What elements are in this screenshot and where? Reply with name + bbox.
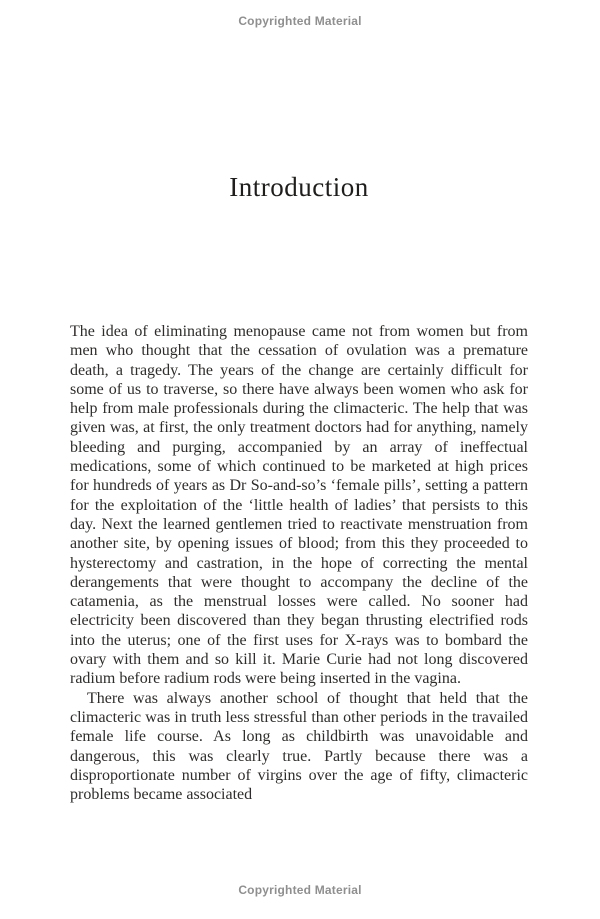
copyright-notice-bottom: Copyrighted Material bbox=[238, 883, 362, 897]
body-text bbox=[70, 322, 528, 804]
chapter-title: Introduction bbox=[229, 172, 369, 202]
paragraph-2: There was always another school of thought that held that the climacteric was in truth less stressful than other periods in the travailed female life course. As long as childbirth was unavoidable and dangerous, this was clearly true. Partly because there was a disproportionate number of virgins over the age of fifty, climacteric problems became associated bbox=[70, 689, 528, 804]
paragraph-1: The idea of eliminating menopause came not from women but from men who thought that the cessation of ovulation was a premature death, a tragedy. The years of the change are certainly difficult for some of us to traverse, so there have always been women who ask for help from male professionals during the climacteric. The help that was given was, at first, the only treatment doctors had for anything, namely bleeding and purging, accompanied by an array of ineffectual medications, some of which continued to be marketed at high prices for hundreds of years as Dr So-and-so’s ‘female pills’, setting a pattern for the exploitation of the ‘little health of ladies’ that persists to this day. Next the learned gentlemen tried to reactivate menstruation from another site, by opening issues of blood; from this they proceeded to hysterectomy and castration, in the hope of correcting the mental derangements that were thought to accompany the decline of the catamenia, as the menstrual losses were called. No sooner had electricity been discovered than they began thrusting electrified rods into the uterus; one of the first uses for X-rays was to bombard the ovary with them and so kill it. Marie Curie had not long discovered radium before radium rods were being inserted in the vagina. bbox=[70, 323, 528, 688]
copyright-notice-top: Copyrighted Material bbox=[238, 14, 362, 28]
